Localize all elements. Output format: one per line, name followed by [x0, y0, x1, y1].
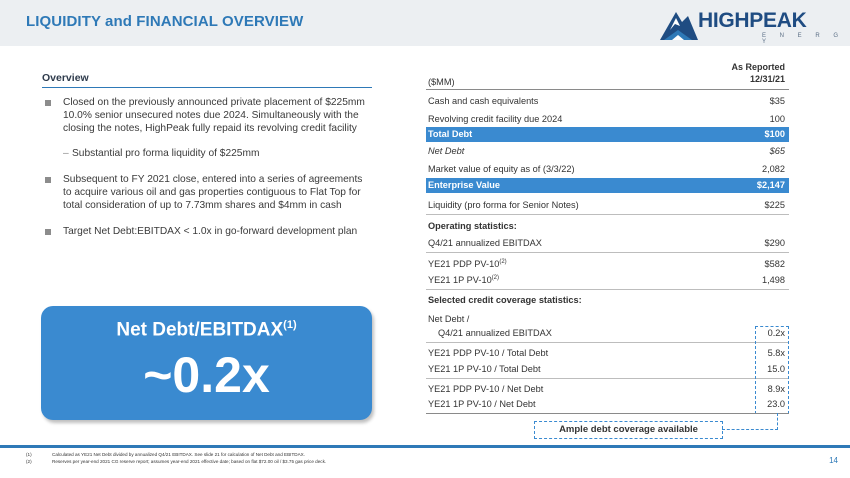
row-label: [428, 259, 507, 269]
bullet-item: Closed on the previously announced private placement of $225mm 10.0% senior unsecured notes due 2024. Simultaneously with the closing the notes, HighPeak fully repaid its revolving credit facility: [42, 97, 372, 135]
row-label: Revolving credit facility due 2024: [428, 114, 563, 124]
row-value: 15.0: [767, 364, 785, 374]
header-bar: [0, 0, 850, 46]
net-debt-ebitdax-callout: [41, 306, 372, 420]
row-value: $65: [769, 146, 785, 156]
table-row: [426, 326, 789, 343]
footnote-number: (1): [26, 452, 32, 457]
row-label: YE21 PDP PV-10 / Total Debt: [428, 348, 549, 358]
row-value: 8.9x: [767, 384, 785, 394]
footer-rule: [0, 445, 850, 448]
row-label: Market value of equity as of (3/3/22): [428, 164, 575, 174]
row-value: $290: [764, 238, 785, 248]
row-value: $35: [769, 96, 785, 106]
kpi-label: [41, 319, 372, 341]
page-title: LIQUIDITY and FINANCIAL OVERVIEW: [26, 13, 304, 30]
table-section-label: [426, 293, 789, 308]
row-label: Net Debt: [428, 146, 465, 156]
table-row: [426, 397, 789, 412]
row-value: 23.0: [767, 399, 785, 409]
callout-connector: [722, 413, 778, 430]
row-value: $2,147: [756, 180, 785, 190]
logo-wordmark: HIGHPEAK: [698, 9, 807, 32]
row-label: Q4/21 annualized EBITDAX: [438, 328, 552, 338]
row-label: [428, 275, 499, 285]
row-label: YE21 1P PV-10 / Net Debt: [428, 399, 536, 409]
row-label: Total Debt: [428, 129, 473, 139]
table-row: [426, 144, 789, 159]
row-label: Operating statistics:: [428, 221, 517, 231]
column-header-line1: As Reported: [731, 62, 785, 72]
row-label: Net Debt /: [428, 314, 470, 324]
unit-label: ($MM): [428, 77, 455, 87]
bullet-item: Target Net Debt:EBITDAX < 1.0x in go-forward development plan: [42, 226, 372, 239]
row-value: 0.2x: [767, 328, 785, 338]
table-row: [426, 236, 789, 253]
footnote-text: Calculated as YE21 Net Debt divided by annualized Q4/21 EBITDAX. See slide 21 for calculation of Net Debt and EBITDAX.: [52, 452, 305, 457]
table-row: [426, 162, 789, 177]
row-label: Liquidity (pro forma for Senior Notes): [428, 200, 579, 210]
table-row: [426, 94, 789, 109]
coverage-callout: Ample debt coverage available: [534, 421, 723, 439]
table-row: [426, 312, 789, 327]
table-row: [426, 112, 789, 127]
row-label-text: YE21 PDP PV-10: [428, 259, 500, 270]
table-row-highlight: [426, 178, 789, 193]
table-row: [426, 273, 789, 290]
row-value: $582: [764, 259, 785, 269]
table-row: [426, 382, 789, 397]
row-label: Selected credit coverage statistics:: [428, 295, 582, 305]
company-logo: [658, 4, 844, 44]
sub-bullet-item: – Substantial pro forma liquidity of $225mm: [42, 148, 372, 161]
logo-subtitle: E N E R G Y: [762, 33, 845, 45]
overview-heading: Overview: [42, 72, 372, 88]
row-label: Q4/21 annualized EBITDAX: [428, 238, 542, 248]
page-number: 14: [829, 456, 838, 465]
table-row: [426, 362, 789, 379]
row-label: YE21 PDP PV-10 / Net Debt: [428, 384, 544, 394]
kpi-label-text: Net Debt/EBITDAX: [116, 319, 284, 341]
mountain-logo-icon: [658, 4, 698, 44]
footnote: [26, 451, 326, 458]
financial-table: [426, 60, 789, 409]
coverage-highlight-box: [755, 326, 789, 414]
table-header: [426, 60, 789, 90]
row-value: $100: [764, 129, 785, 139]
row-value: 1,498: [762, 275, 785, 285]
column-header: [731, 61, 785, 85]
kpi-value: ~0.2x: [143, 347, 270, 403]
bullet-item: Subsequent to FY 2021 close, entered into a series of agreements to acquire various oil and gas properties contiguous to Flat Top for total consideration of up to 7.73mm shares and $4mm in cash: [42, 174, 372, 212]
row-label: Enterprise Value: [428, 180, 501, 190]
table-row-highlight: [426, 127, 789, 142]
row-label: YE21 1P PV-10 / Total Debt: [428, 364, 541, 374]
kpi-footnote-ref: (1): [283, 319, 297, 331]
table-row: [426, 198, 789, 215]
column-header-line2: 12/31/21: [749, 74, 785, 84]
footnote-ref: (2): [499, 259, 507, 265]
table-section-label: [426, 219, 789, 234]
row-value: 5.8x: [767, 348, 785, 358]
table-row: [426, 346, 789, 361]
footnote-text: Reserves per year-end 2021 CG reserve report; assumes year-end 2021 effective date; based on flat $72.00 oil / $3.75 gas price deck.: [52, 459, 327, 464]
row-value: 100: [769, 114, 785, 124]
table-row: [426, 257, 789, 272]
footnote-ref: (2): [491, 275, 500, 281]
footnote-number: (2): [26, 459, 32, 464]
row-label: Cash and cash equivalents: [428, 96, 539, 106]
overview-section: [42, 72, 372, 251]
row-label-text: YE21 1P PV-10: [428, 275, 492, 286]
row-value: 2,082: [762, 164, 785, 174]
overview-bullets: [42, 97, 372, 238]
row-value: $225: [764, 200, 785, 210]
footnote: [26, 458, 326, 465]
footnotes: [26, 451, 326, 465]
